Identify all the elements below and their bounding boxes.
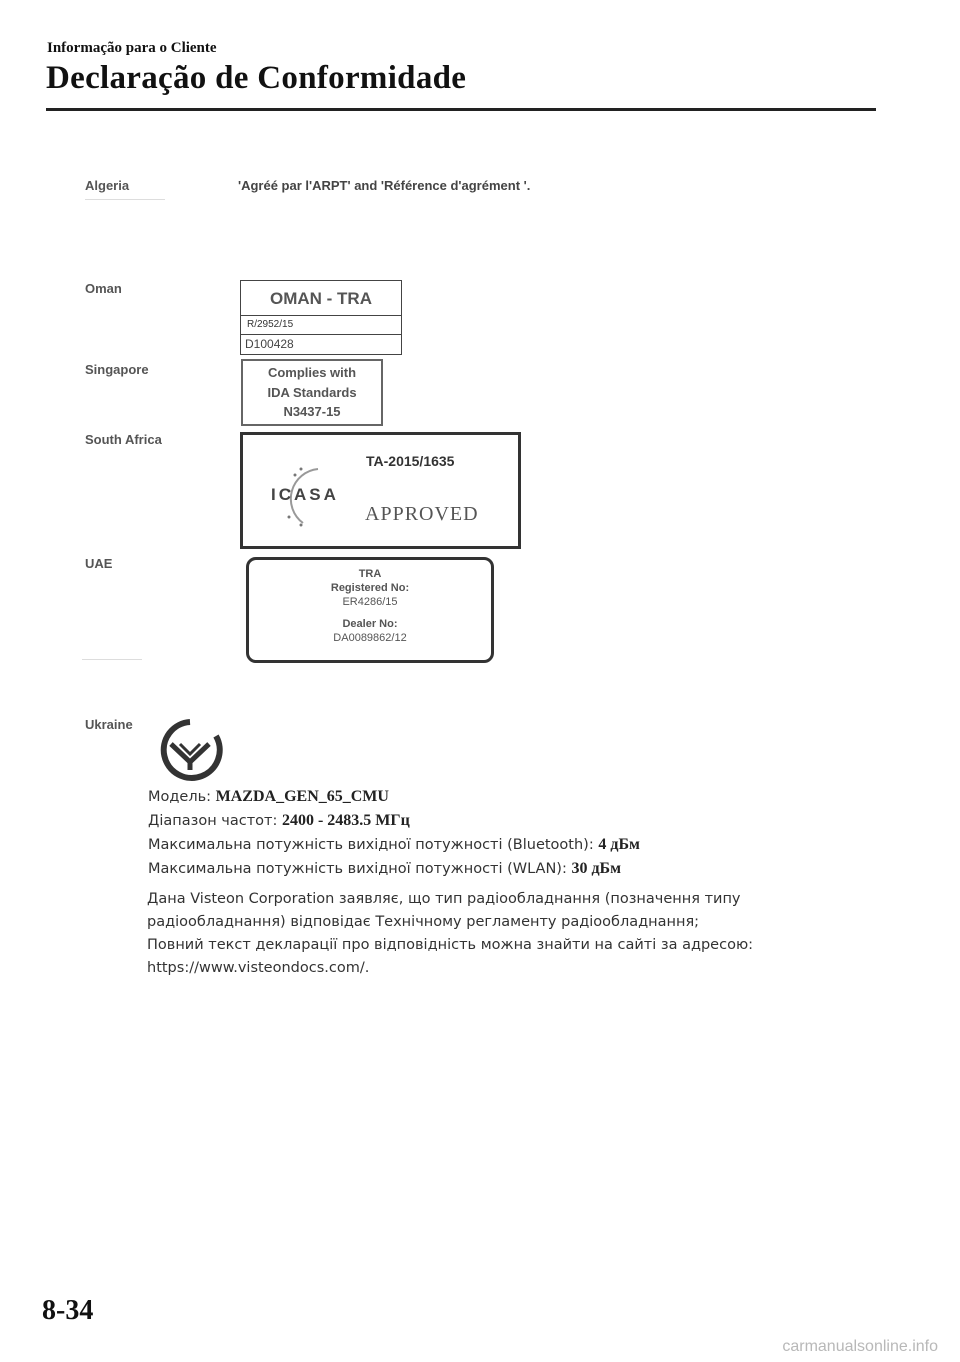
icasa-logo: ICASA [271, 485, 339, 504]
country-label-singapore: Singapore [85, 362, 149, 377]
ukraine-conformity-mark-icon [156, 716, 224, 784]
ukraine-declaration-url-paragraph: Повний текст декларації про відповідність можна знайти на сайті за адресою: https://www.visteondocs.com/. [147, 937, 754, 976]
sa-ref: TA-2015/1635 [366, 453, 455, 469]
page-number: 8-34 [42, 1295, 94, 1326]
uae-line-2: Registered No: [330, 582, 410, 594]
uae-line-3: ER4286/15 [342, 596, 398, 608]
uae-certification-label [246, 557, 494, 663]
country-label-ukraine: Ukraine [85, 717, 133, 732]
ukraine-wlan-power-line: Максимальна потужність вихідної потужності (WLAN): 30 дБм [148, 860, 622, 877]
title-rule [46, 108, 876, 111]
ukraine-declaration-paragraph: Дана Visteon Corporation заявляє, що тип радіообладнання (позначення типу радіообладнання) відповідає Технічному регламенту радіообладнання; [147, 891, 741, 930]
south-africa-certification-label [240, 432, 521, 549]
singapore-certification-label [241, 359, 383, 426]
ukraine-bluetooth-power-line: Максимальна потужність вихідної потужності (Bluetooth): 4 дБм [148, 836, 640, 853]
sg-line-1: Complies with [267, 365, 357, 380]
sg-line-3: N3437-15 [283, 404, 341, 419]
oman-ref: R/2952/15 [241, 315, 401, 335]
uae-line-1: TRA [358, 568, 382, 580]
divider [82, 659, 142, 660]
algeria-approval-text: 'Agréé par l'ARPT' and 'Référence d'agrément '. [238, 178, 531, 193]
oman-code: D100428 [245, 337, 294, 351]
country-label-south-africa: South Africa [85, 432, 162, 447]
ukraine-frequency-line: Діапазон частот: 2400 - 2483.5 МГц [148, 812, 410, 829]
country-label-algeria: Algeria [85, 178, 130, 193]
oman-certification-label [240, 280, 402, 355]
sg-line-2: IDA Standards [267, 385, 357, 400]
uae-line-4: Dealer No: [342, 618, 398, 630]
country-label-uae: UAE [85, 556, 113, 571]
divider [85, 199, 165, 200]
ukraine-model-line: Модель: MAZDA_GEN_65_CMU [148, 788, 389, 805]
watermark: carmanualsonline.info [782, 1338, 938, 1355]
page-title: Declaração de Conformidade [46, 60, 467, 96]
oman-title: OMAN - TRA [270, 289, 372, 308]
uae-line-5: DA0089862/12 [333, 632, 407, 644]
country-label-oman: Oman [85, 281, 122, 296]
section-label: Informação para o Cliente [47, 40, 217, 56]
sa-approved: APPROVED [365, 503, 479, 525]
